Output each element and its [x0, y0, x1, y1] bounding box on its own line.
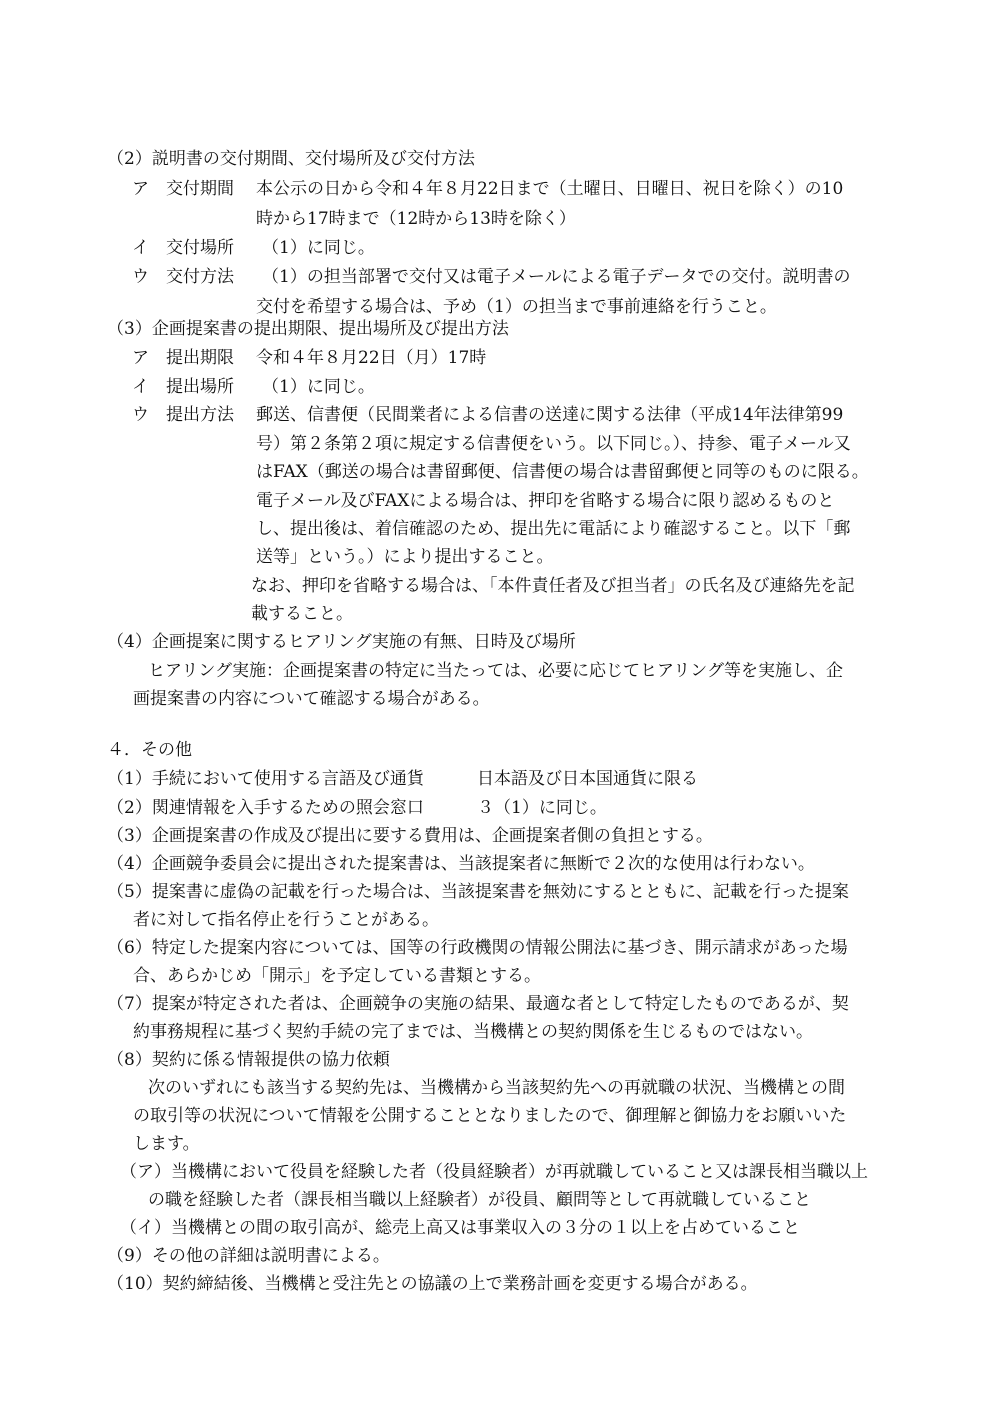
section4-item5: 者に対して指名停止を行うことがある。 [133, 910, 439, 930]
item3-u-text: 郵送、信書便（民間業者による信書の送達に関する法律（平成14年法律第99 [256, 405, 844, 425]
section4-item2-label: （2）関連情報を入手するための照会窓口 [107, 798, 424, 818]
section4-item9: （9）その他の詳細は説明書による。 [107, 1246, 390, 1266]
item2-u-text: （1）の担当部署で交付又は電子メールによる電子データでの交付。説明書の [262, 267, 851, 287]
section4-item6: （6）特定した提案内容については、国等の行政機関の情報公開法に基づき、開示請求があった場 [107, 938, 848, 958]
item3-u-text: 号）第２条第２項に規定する信書便をいう。以下同じ。）、持参、電子メール又 [256, 434, 851, 454]
item3-i-text: （1）に同じ。 [262, 377, 375, 397]
section4-item1-value: 日本語及び日本国通貨に限る [477, 769, 698, 789]
section4-item8-paragraph: 次のいずれにも該当する契約先は、当機構から当該契約先への再就職の状況、当機構との間 [148, 1078, 845, 1098]
item3-a-text: 令和４年８月22日（月）17時 [256, 348, 487, 368]
section4-item3: （3）企画提案書の作成及び提出に要する費用は、企画提案者側の負担とする。 [107, 826, 713, 846]
item3-u-text: し、提出後は、着信確認のため、提出先に電話により確認すること。以下「郵 [256, 519, 851, 539]
item2-i-label: イ 交付場所 [132, 238, 234, 258]
section4-item8-sub-i: （イ）当機構との間の取引高が、総売上高又は事業収入の３分の１以上を占めていること [120, 1218, 800, 1238]
item4-text: 画提案書の内容について確認する場合がある。 [133, 689, 490, 709]
item3-a-label: ア 提出期限 [132, 348, 234, 368]
section4-item2-value: ３（1）に同じ。 [477, 798, 607, 818]
section4-item4: （4）企画競争委員会に提出された提案書は、当該提案者に無断で２次的な使用は行わない。 [107, 854, 815, 874]
section4-item1-label: （1）手続において使用する言語及び通貨 [107, 769, 424, 789]
item2-a-text: 本公示の日から令和４年８月22日まで（土曜日、日曜日、祝日を除く）の10 [256, 179, 844, 199]
section4-item6: 合、あらかじめ「開示」を予定している書類とする。 [133, 966, 541, 986]
item2-a-label: ア 交付期間 [132, 179, 234, 199]
section4-item5: （5）提案書に虚偽の記載を行った場合は、当該提案書を無効にするとともに、記載を行った提案 [107, 882, 849, 902]
item3-note: 載すること。 [251, 604, 353, 624]
section4-item8-sub-a: （ア）当機構において役員を経験した者（役員経験者）が再就職していること又は課長相当職以上 [120, 1162, 868, 1182]
item4-heading: （4）企画提案に関するヒアリング実施の有無、日時及び場所 [107, 632, 576, 652]
section4-item7: 約事務規程に基づく契約手続の完了までは、当機構との契約関係を生じるものではない。 [133, 1022, 813, 1042]
item3-u-label: ウ 提出方法 [132, 405, 234, 425]
item2-i-text: （1）に同じ。 [262, 238, 375, 258]
section4-item8-paragraph: の取引等の状況について情報を公開することとなりましたので、御理解と御協力をお願いいた [133, 1106, 847, 1126]
section4-item7: （7）提案が特定された者は、企画競争の実施の結果、最適な者として特定したものであるが、契 [107, 994, 849, 1014]
item3-u-text: 送等」という。）により提出すること。 [256, 547, 554, 567]
section4-heading: ４．その他 [107, 740, 192, 760]
item3-note: なお、押印を省略する場合は、「本件責任者及び担当者」の氏名及び連絡先を記 [251, 576, 855, 596]
item3-i-label: イ 提出場所 [132, 377, 234, 397]
item2-heading: （2）説明書の交付期間、交付場所及び交付方法 [107, 149, 475, 169]
section4-item8-paragraph: します。 [133, 1134, 200, 1154]
section4-item8-heading: （8）契約に係る情報提供の協力依頼 [107, 1050, 390, 1070]
item2-a-text: 時から17時まで（12時から13時を除く） [256, 209, 576, 229]
item3-heading: （3）企画提案書の提出期限、提出場所及び提出方法 [107, 319, 509, 339]
item4-text: ヒアリング実施：企画提案書の特定に当たっては、必要に応じてヒアリング等を実施し、企 [148, 661, 843, 681]
section4-item10: （10）契約締結後、当機構と受注先との協議の上で業務計画を変更する場合がある。 [107, 1274, 758, 1294]
item2-u-label: ウ 交付方法 [132, 267, 234, 287]
section4-item8-sub-a: の職を経験した者（課長相当職以上経験者）が役員、顧問等として再就職していること [148, 1190, 811, 1210]
item3-u-text: 電子メール及びFAXによる場合は、押印を省略する場合に限り認めるものと [256, 491, 835, 511]
item2-u-text: 交付を希望する場合は、予め（1）の担当まで事前連絡を行うこと。 [256, 297, 777, 317]
item3-u-text: はFAX（郵送の場合は書留郵便、信書便の場合は書留郵便と同等のものに限る。 [256, 462, 869, 482]
